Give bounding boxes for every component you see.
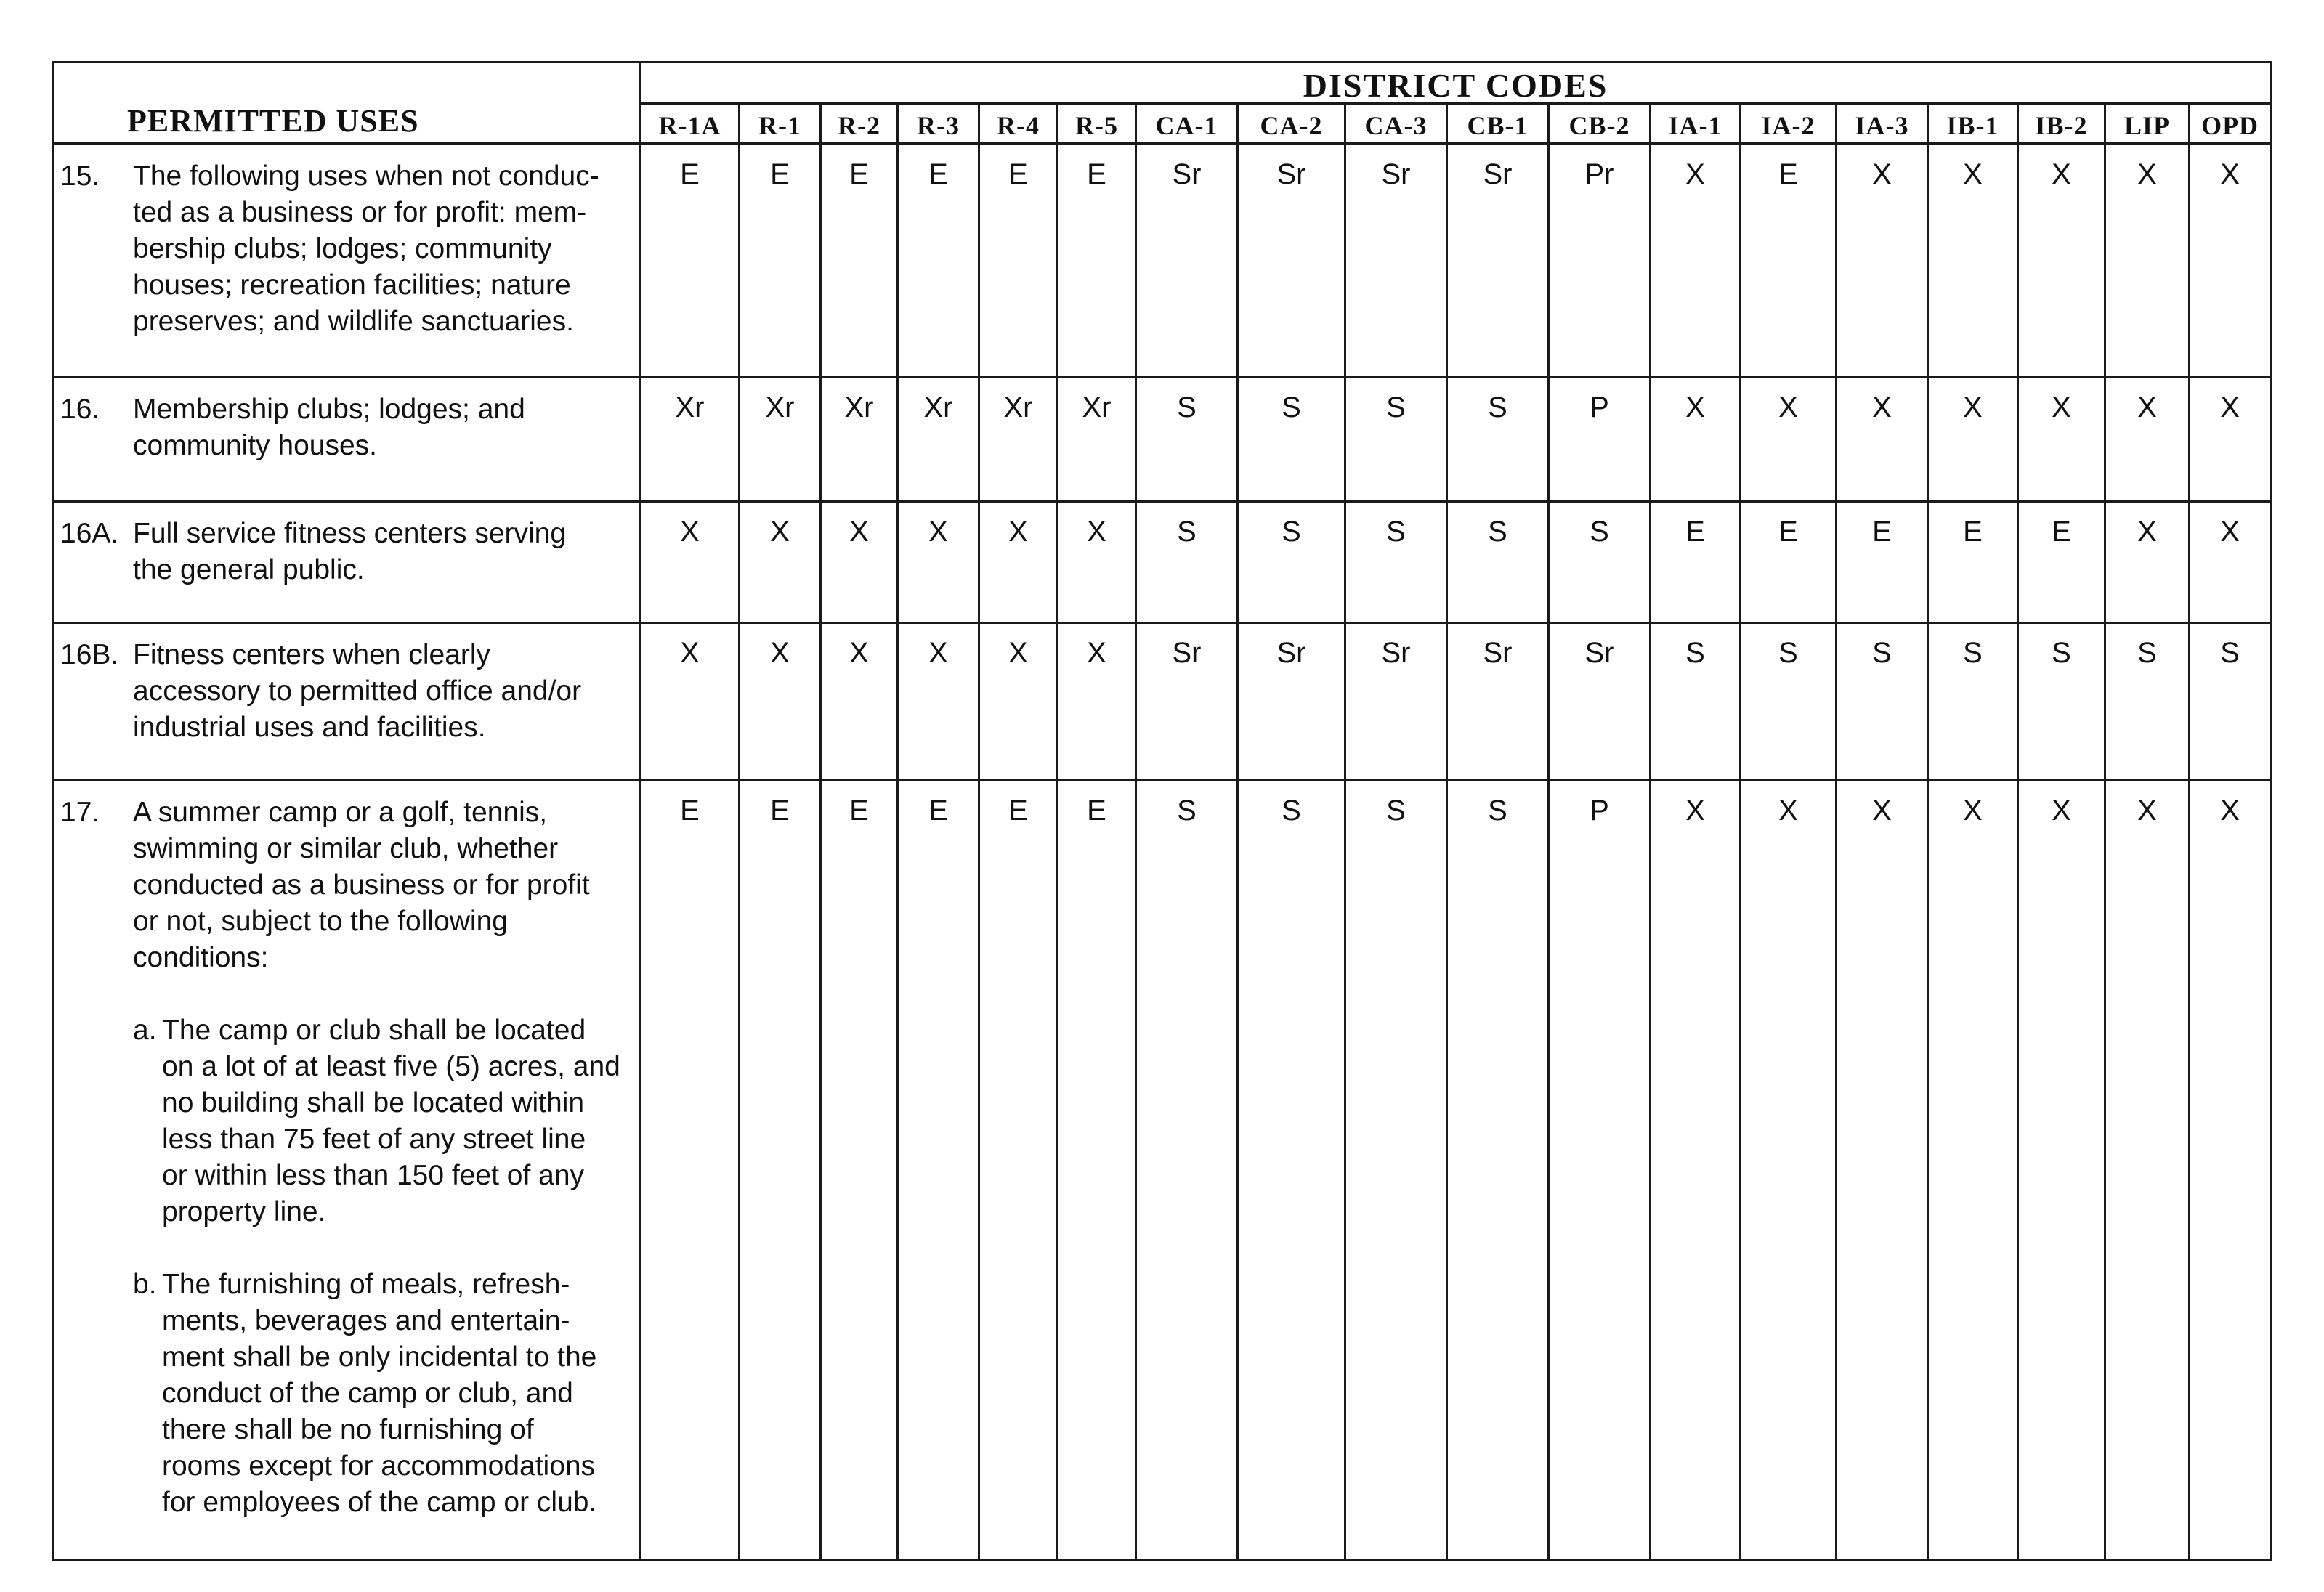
district-value: S xyxy=(1238,502,1345,623)
district-value: P xyxy=(1549,378,1651,502)
condition-letter: a. xyxy=(133,1015,157,1046)
use-text-line: preserves; and wildlife sanctuaries. xyxy=(133,306,574,337)
district-value: X xyxy=(1928,378,2018,502)
district-value: X xyxy=(979,502,1058,623)
use-description xyxy=(133,391,633,464)
district-value: S xyxy=(1447,781,1549,1560)
district-value: X xyxy=(2190,781,2271,1560)
condition-text-line: for employees of the camp or club. xyxy=(162,1487,597,1518)
permitted-uses-heading: PERMITTED USES xyxy=(54,62,641,145)
district-value: S xyxy=(1447,378,1549,502)
district-value: Xr xyxy=(898,378,979,502)
permitted-use-cell xyxy=(54,144,641,378)
district-value: E xyxy=(641,781,740,1560)
condition-text-line: no building shall be located within xyxy=(162,1087,585,1118)
permitted-use-cell xyxy=(54,378,641,502)
district-code-header: R-2 xyxy=(821,104,898,145)
permitted-uses-page xyxy=(52,61,2270,1518)
district-value: E xyxy=(898,144,979,378)
use-number: 17. xyxy=(60,797,100,828)
district-code-header: CA-3 xyxy=(1345,104,1447,145)
table-row xyxy=(54,781,2271,1560)
district-value: S xyxy=(1345,378,1447,502)
district-value: Sr xyxy=(1447,623,1549,781)
condition-text-line: ment shall be only incidental to the xyxy=(162,1341,597,1373)
district-value: X xyxy=(1837,378,1928,502)
district-value: E xyxy=(821,144,898,378)
district-value: P xyxy=(1549,781,1651,1560)
district-value: S xyxy=(1345,781,1447,1560)
table-row xyxy=(54,378,2271,502)
condition-text-line: or within less than 150 feet of any xyxy=(162,1160,585,1191)
district-value: X xyxy=(1651,781,1741,1560)
district-value: Sr xyxy=(1238,623,1345,781)
district-value: Sr xyxy=(1345,144,1447,378)
district-value: X xyxy=(2018,378,2105,502)
district-code-header: CA-1 xyxy=(1136,104,1238,145)
district-value: S xyxy=(1549,502,1651,623)
condition-text-line: rooms except for accommodations xyxy=(162,1450,596,1482)
district-value: S xyxy=(1136,781,1238,1560)
condition-text-line: on a lot of at least five (5) acres, and xyxy=(162,1051,620,1082)
district-value: E xyxy=(821,781,898,1560)
district-value: Sr xyxy=(1136,144,1238,378)
district-value: X xyxy=(1651,144,1741,378)
district-value: E xyxy=(979,144,1058,378)
district-value: X xyxy=(1928,781,2018,1560)
district-value: S xyxy=(2018,623,2105,781)
condition-text-line: ments, beverages and entertain- xyxy=(162,1305,570,1336)
condition-text xyxy=(162,1267,633,1521)
district-value: X xyxy=(898,623,979,781)
district-value: E xyxy=(979,781,1058,1560)
district-value: E xyxy=(1741,502,1837,623)
use-text-line: the general public. xyxy=(133,554,365,585)
use-number: 16A. xyxy=(60,518,119,549)
district-value: S xyxy=(2190,623,2271,781)
district-value: X xyxy=(821,623,898,781)
district-code-header: R-1 xyxy=(740,104,821,145)
district-code-header: CA-2 xyxy=(1238,104,1345,145)
district-value: E xyxy=(1837,502,1928,623)
district-code-header: IA-2 xyxy=(1741,104,1837,145)
permitted-use-cell xyxy=(54,781,641,1560)
district-value: X xyxy=(740,623,821,781)
district-value: X xyxy=(2105,781,2190,1560)
district-code-header: R-1A xyxy=(641,104,740,145)
district-value: S xyxy=(1136,502,1238,623)
district-value: X xyxy=(641,502,740,623)
use-text-line: community houses. xyxy=(133,430,377,461)
district-value: S xyxy=(1136,378,1238,502)
district-code-header: IA-3 xyxy=(1837,104,1928,145)
district-code-header: IB-1 xyxy=(1928,104,2018,145)
district-value: X xyxy=(898,502,979,623)
use-description xyxy=(133,637,633,746)
use-text-line: bership clubs; lodges; community xyxy=(133,233,552,264)
district-value: S xyxy=(2105,623,2190,781)
district-value: S xyxy=(1238,378,1345,502)
use-text-line: industrial uses and facilities. xyxy=(133,712,486,743)
use-text-line: or not, subject to the following xyxy=(133,906,508,937)
district-value: X xyxy=(641,623,740,781)
district-value: X xyxy=(2105,502,2190,623)
district-value: Sr xyxy=(1136,623,1238,781)
condition-text-line: conduct of the camp or club, and xyxy=(162,1378,573,1409)
district-value: E xyxy=(1928,502,2018,623)
use-number: 15. xyxy=(60,161,100,192)
district-value: X xyxy=(2190,502,2271,623)
condition-text xyxy=(162,1012,633,1230)
district-value: E xyxy=(641,144,740,378)
use-text-line: conducted as a business or for profit xyxy=(133,869,590,901)
district-value: Sr xyxy=(1345,623,1447,781)
table-row xyxy=(54,144,2271,378)
district-value: Xr xyxy=(821,378,898,502)
district-value: X xyxy=(740,502,821,623)
permitted-use-cell xyxy=(54,502,641,623)
district-value: S xyxy=(1741,623,1837,781)
condition-text-line: less than 75 feet of any street line xyxy=(162,1124,586,1155)
use-description xyxy=(133,158,633,340)
district-value: Sr xyxy=(1549,623,1651,781)
district-code-header: IB-2 xyxy=(2018,104,2105,145)
use-text-line: Membership clubs; lodges; and xyxy=(133,394,525,425)
district-value: Pr xyxy=(1549,144,1651,378)
district-value: E xyxy=(2018,502,2105,623)
district-value: E xyxy=(1651,502,1741,623)
district-value: S xyxy=(1837,623,1928,781)
district-value: S xyxy=(1238,781,1345,1560)
district-code-header: LIP xyxy=(2105,104,2190,145)
use-text-line: Full service fitness centers serving xyxy=(133,518,567,549)
district-value: S xyxy=(1651,623,1741,781)
district-value: X xyxy=(2105,144,2190,378)
use-text-line: accessory to permitted office and/or xyxy=(133,675,582,707)
district-value: Xr xyxy=(1058,378,1136,502)
district-value: E xyxy=(740,144,821,378)
district-code-header: R-4 xyxy=(979,104,1058,145)
district-code-header: R-5 xyxy=(1058,104,1136,145)
use-text-line: The following uses when not conduc- xyxy=(133,161,599,192)
district-value: X xyxy=(821,502,898,623)
district-value: Xr xyxy=(641,378,740,502)
use-text-line: houses; recreation facilities; nature xyxy=(133,269,571,301)
district-value: E xyxy=(1741,144,1837,378)
district-value: S xyxy=(1447,502,1549,623)
use-text-line: conditions: xyxy=(133,942,269,973)
district-value: X xyxy=(2018,144,2105,378)
district-value: X xyxy=(1058,623,1136,781)
condition-text-line: The camp or club shall be located xyxy=(162,1015,586,1046)
district-code-header: CB-2 xyxy=(1549,104,1651,145)
table-row xyxy=(54,623,2271,781)
use-number: 16. xyxy=(60,394,100,425)
district-value: X xyxy=(979,623,1058,781)
district-code-header: IA-1 xyxy=(1651,104,1741,145)
district-value: X xyxy=(1058,502,1136,623)
district-value: Sr xyxy=(1447,144,1549,378)
district-value: E xyxy=(898,781,979,1560)
district-value: Xr xyxy=(979,378,1058,502)
district-value: Xr xyxy=(740,378,821,502)
condition-letter: b. xyxy=(133,1269,157,1300)
use-description xyxy=(133,516,633,588)
permitted-use-cell xyxy=(54,623,641,781)
use-text-line: swimming or similar club, whether xyxy=(133,833,559,864)
use-text-line: ted as a business or for profit: mem- xyxy=(133,197,587,228)
district-value: X xyxy=(1928,144,2018,378)
condition-item-a xyxy=(133,1012,633,1230)
district-value: S xyxy=(1928,623,2018,781)
use-text-line: A summer camp or a golf, tennis, xyxy=(133,797,548,828)
permitted-uses-table xyxy=(52,61,2272,1561)
district-value: X xyxy=(1741,781,1837,1560)
district-codes-heading: DISTRICT CODES xyxy=(641,62,2271,104)
district-value: X xyxy=(2018,781,2105,1560)
use-description xyxy=(133,795,633,1521)
district-value: E xyxy=(1058,781,1136,1560)
use-number: 16B. xyxy=(60,639,119,670)
condition-item-b xyxy=(133,1267,633,1521)
district-code-header: CB-1 xyxy=(1447,104,1549,145)
district-value: E xyxy=(1058,144,1136,378)
condition-text-line: property line. xyxy=(162,1196,326,1227)
district-value: S xyxy=(1345,502,1447,623)
district-value: X xyxy=(1837,144,1928,378)
district-value: X xyxy=(1741,378,1837,502)
district-value: Sr xyxy=(1238,144,1345,378)
district-code-header: OPD xyxy=(2190,104,2271,145)
use-text-line: Fitness centers when clearly xyxy=(133,639,491,670)
district-code-header: R-3 xyxy=(898,104,979,145)
condition-text-line: there shall be no furnishing of xyxy=(162,1414,534,1445)
district-value: X xyxy=(1651,378,1741,502)
condition-text-line: The furnishing of meals, refresh- xyxy=(162,1269,570,1300)
district-value: X xyxy=(2105,378,2190,502)
district-value: X xyxy=(2190,144,2271,378)
district-value: X xyxy=(2190,378,2271,502)
district-value: X xyxy=(1837,781,1928,1560)
table-row xyxy=(54,502,2271,623)
district-value: E xyxy=(740,781,821,1560)
